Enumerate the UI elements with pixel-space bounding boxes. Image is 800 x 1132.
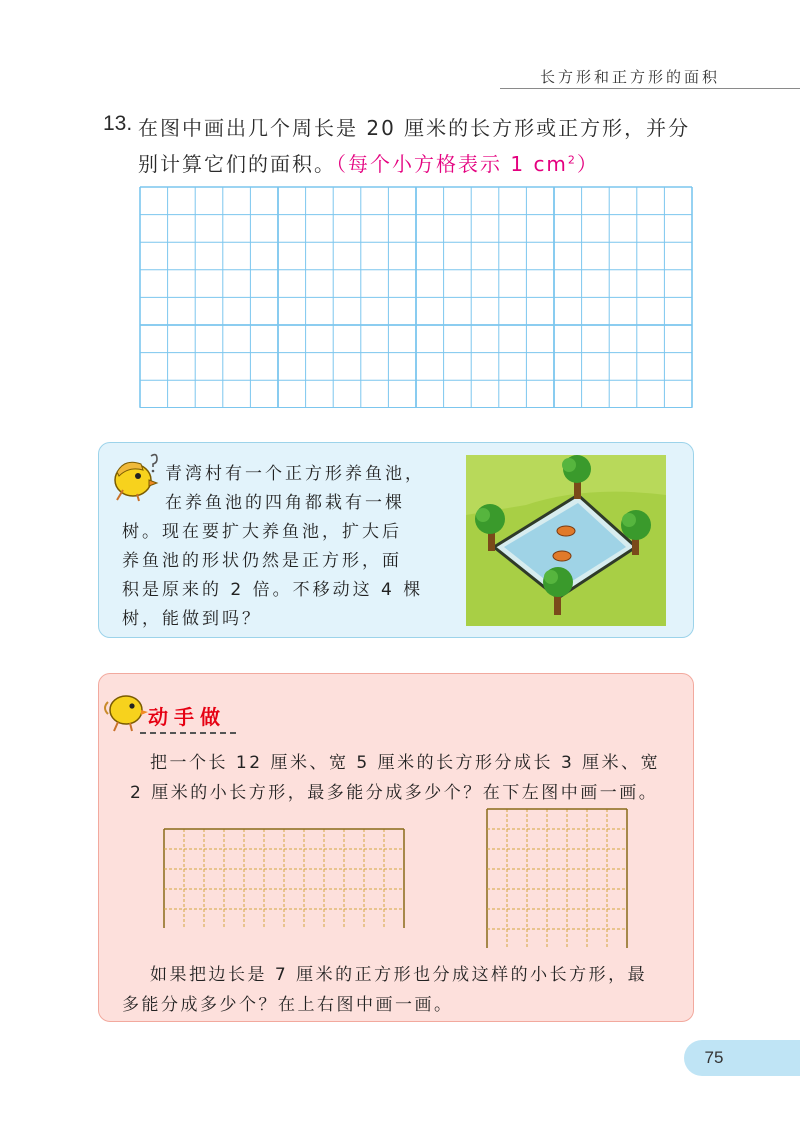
page-number-tab [684,1040,800,1076]
section-header-title: 长方形和正方形的面积 [539,68,720,86]
chick-mascot-icon [102,688,148,732]
drawing-grid-20x8[interactable] [139,186,693,408]
header-rule [500,88,800,89]
pond-text-line1: 青湾村有一个正方形养鱼池， [165,464,425,484]
pond-text-line4: 养鱼池的形状仍然是正方形，面 [122,551,402,571]
question-text-line2 [138,148,599,177]
pond-text-line3: 树。现在要扩大养鱼池，扩大后 [122,522,402,542]
pond-text-line6: 树，能做到吗？ [122,609,262,629]
hands-on-title: 动手做 [148,705,226,729]
hands-on-para2-line2: 多能分成多少个？在上右图中画一画。 [122,995,454,1015]
fish-pond-illustration [466,455,666,626]
question-text-line2-main: 别计算它们的面积。 [138,152,336,176]
question-number: 13. [103,112,133,135]
hands-on-para1-line2: 2 厘米的小长方形，最多能分成多少个？在下左图中画一画。 [130,783,659,803]
thinking-chick-mascot-icon [103,450,161,502]
hands-on-para2-line1: 如果把边长是 7 厘米的正方形也分成这样的小长方形，最 [150,965,648,985]
drawing-grid-12x5[interactable] [163,828,405,928]
question-note-prefix: （每个小方格表示 1 cm [336,152,568,176]
page-number: 75 [704,1048,724,1067]
question-note [336,152,599,176]
drawing-grid-7x7[interactable] [486,808,628,948]
question-text-line1: 在图中画出几个周长是 20 厘米的长方形或正方形，并分 [138,116,691,140]
question-note-suffix: ） [576,152,599,176]
pond-text-line2: 在养鱼池的四角都栽有一棵 [165,493,405,513]
hands-on-title-rule [140,732,236,734]
pond-text-line5: 积是原来的 2 倍。不移动这 4 棵 [122,580,424,600]
question-note-superscript: 2 [567,153,577,167]
hands-on-para1-line1: 把一个长 12 厘米、宽 5 厘米的长方形分成长 3 厘米、宽 [150,753,661,773]
